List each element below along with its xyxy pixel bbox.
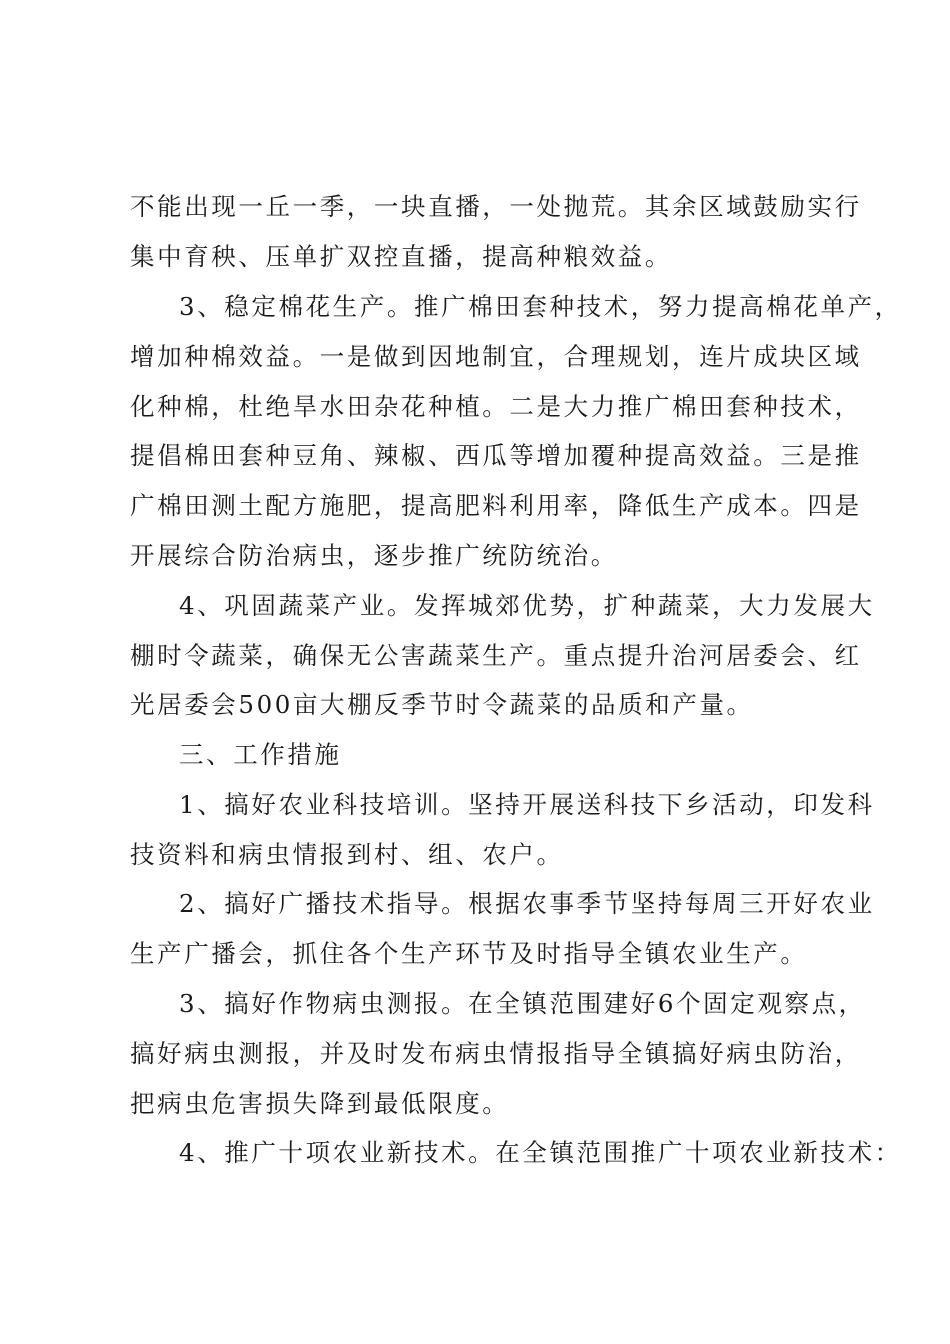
text-line: 搞好病虫测报，并及时发布病虫情报指导全镇搞好病虫防治，: [130, 1039, 862, 1068]
paragraph-start-line: 2、搞好广播技术指导。根据农事季节坚持每周三开好农业: [179, 889, 875, 918]
text-line: 棚时令蔬菜，确保无公害蔬菜生产。重点提升治河居委会、红: [130, 641, 862, 670]
text-line: 广棉田测土配方施肥，提高肥料利用率，降低生产成本。四是: [130, 491, 862, 520]
text-line: 化种棉，杜绝旱水田杂花种植。二是大力推广棉田套种技术，: [130, 392, 862, 421]
text-line: 提倡棉田套种豆角、辣椒、西瓜等增加覆种提高效益。三是推: [130, 441, 862, 470]
paragraph-start-line: 3、搞好作物病虫测报。在全镇范围建好6个固定观察点，: [179, 989, 866, 1018]
paragraph-start-line: 4、巩固蔬菜产业。发挥城郊优势，扩种蔬菜，大力发展大: [179, 591, 875, 620]
paragraph-start-line: 1、搞好农业科技培训。坚持开展送科技下乡活动，印发科: [179, 790, 875, 819]
paragraph-start-line: 4、推广十项农业新技术。在全镇范围推广十项农业新技术：: [179, 1138, 902, 1167]
text-line: 集中育秧、压单扩双控直播，提高种粮效益。: [130, 242, 672, 271]
text-line: 增加种棉效益。一是做到因地制宜，合理规划，连片成块区域: [130, 342, 862, 371]
text-line: 不能出现一丘一季，一块直播，一处抛荒。其余区域鼓励实行: [130, 192, 862, 221]
text-line: 生产广播会，抓住各个生产环节及时指导全镇农业生产。: [130, 939, 808, 968]
paragraph-start-line: 3、稳定棉花生产。推广棉田套种技术，努力提高棉花单产，: [179, 292, 902, 321]
text-line: 技资料和病虫情报到村、组、农户。: [130, 840, 564, 869]
section-heading: 三、工作措施: [179, 740, 342, 769]
text-line: 开展综合防治病虫，逐步推广统防统治。: [130, 541, 618, 570]
text-line: 光居委会500亩大棚反季节时令蔬菜的品质和产量。: [130, 690, 754, 719]
text-line: 把病虫危害损失降到最低限度。: [130, 1089, 510, 1118]
